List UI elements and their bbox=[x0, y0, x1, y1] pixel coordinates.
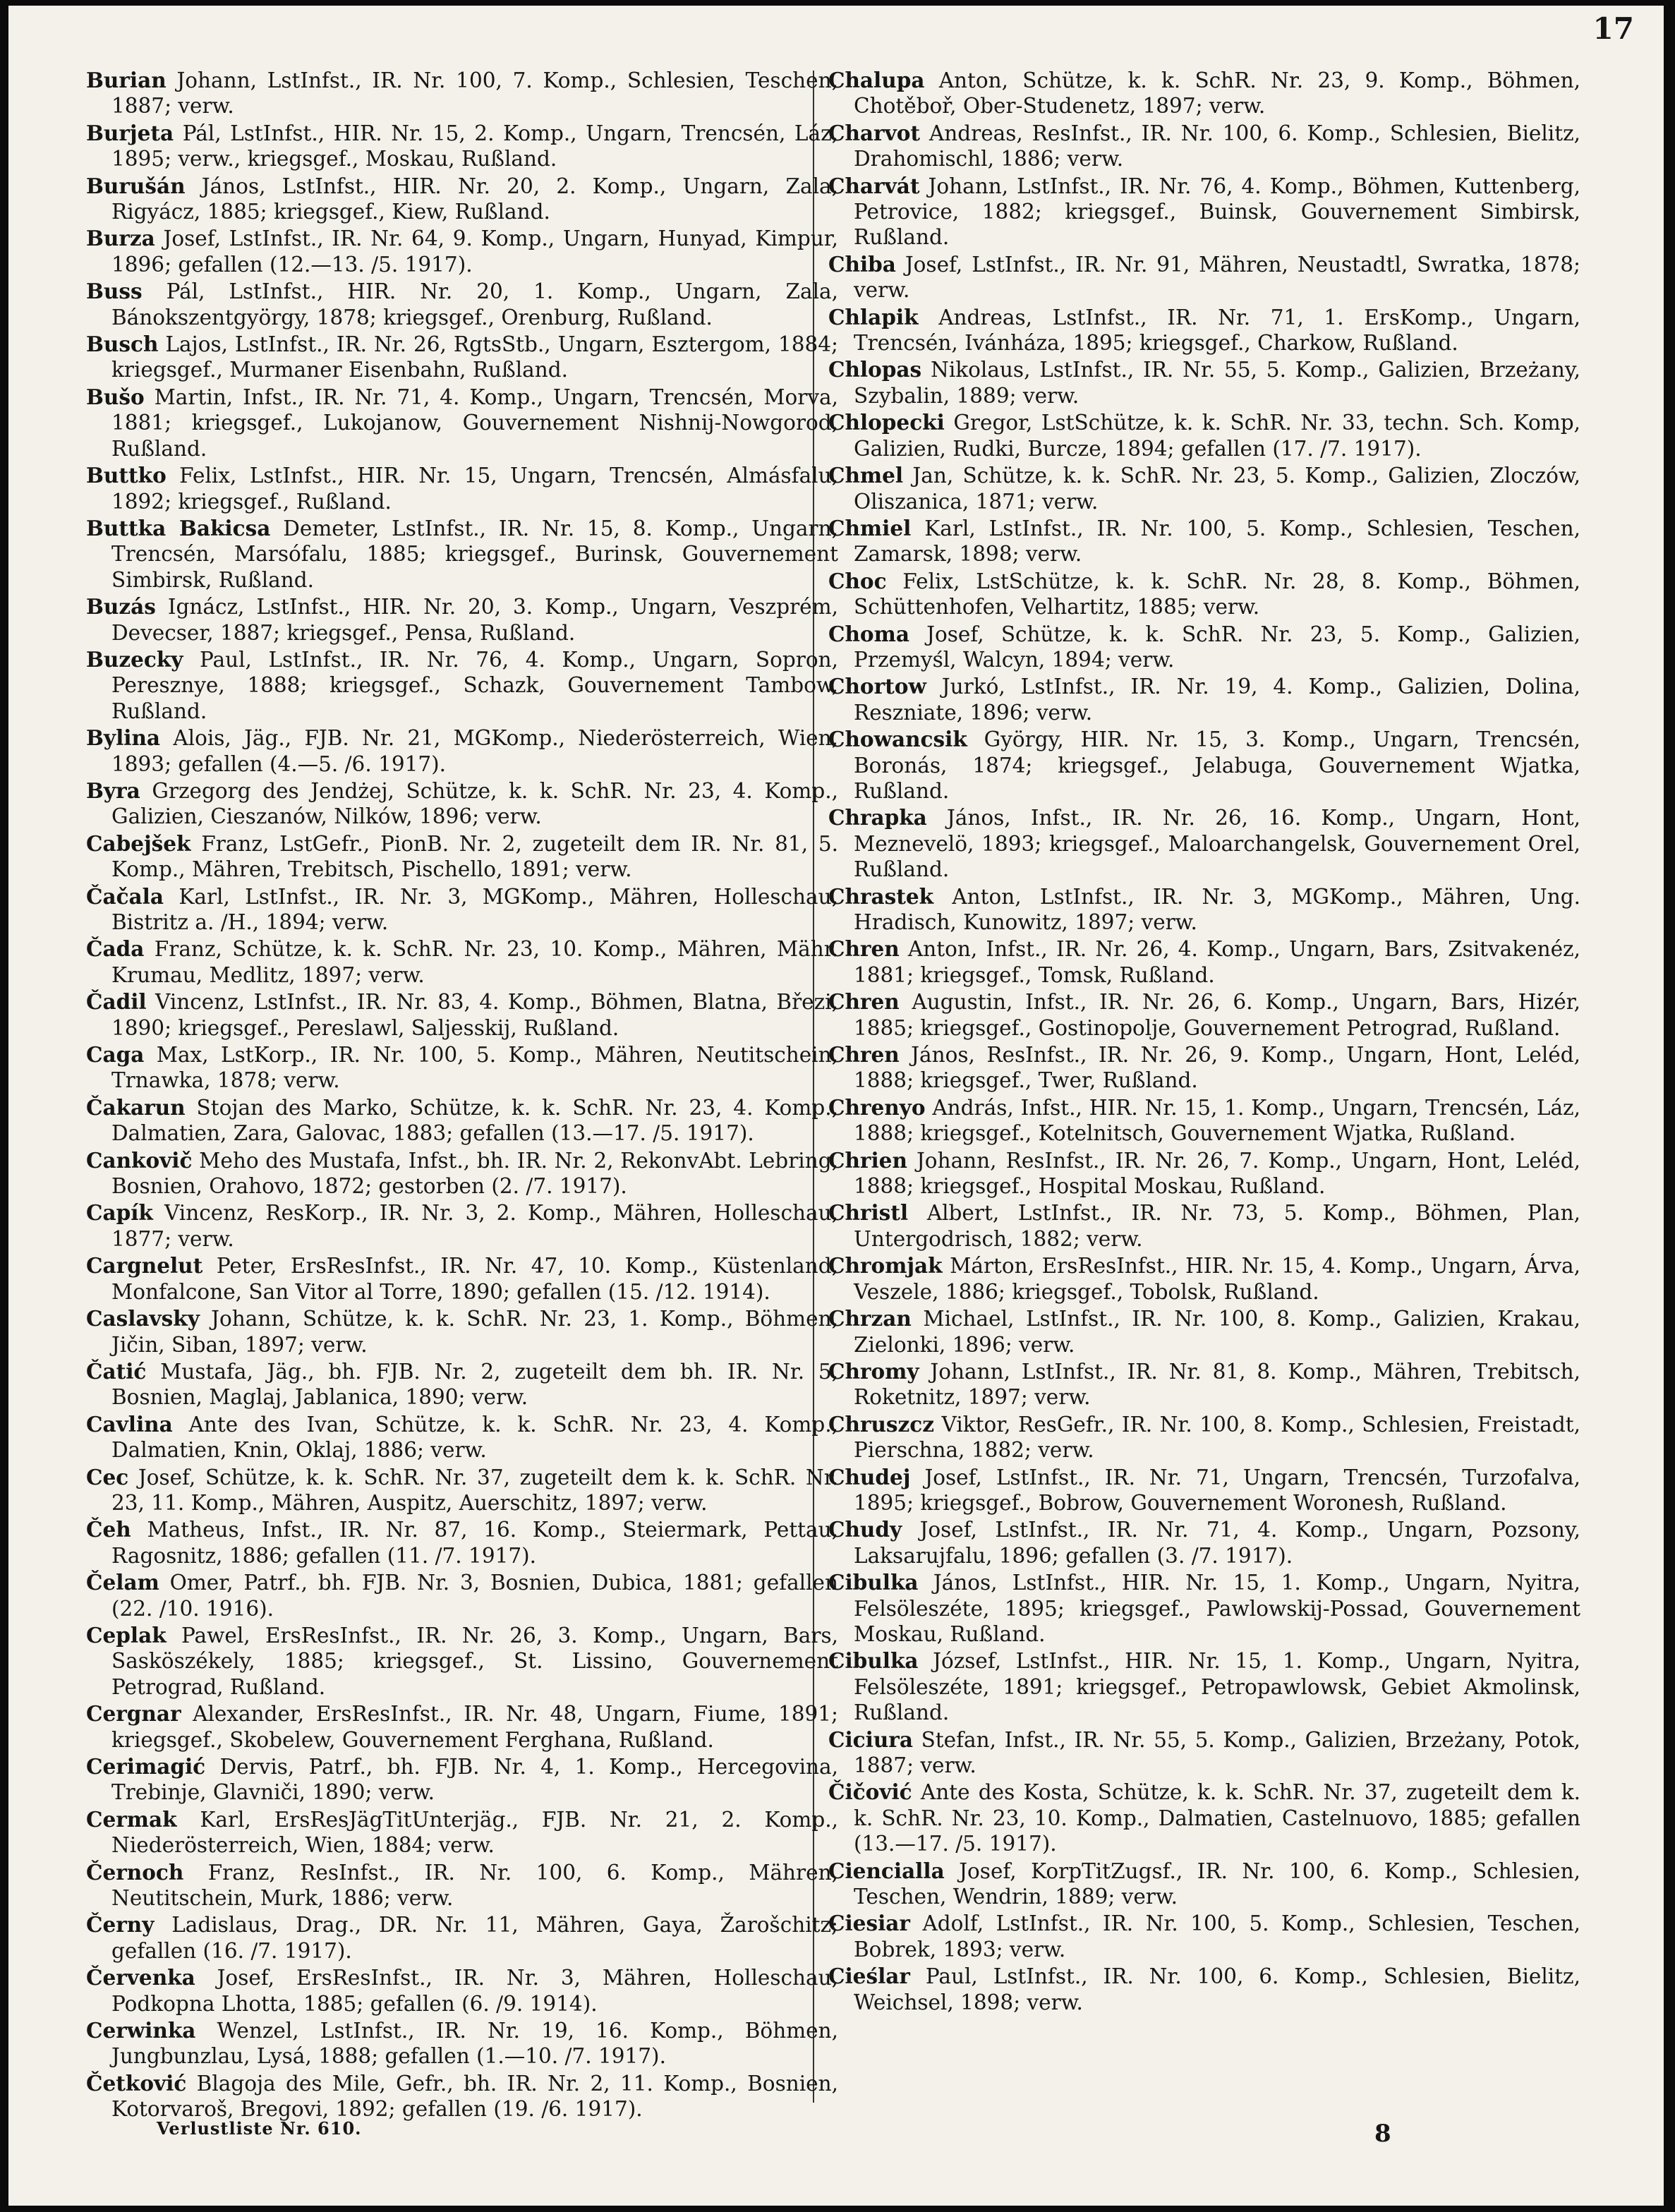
list-item bbox=[86, 1042, 838, 1094]
signature-mark: 8 bbox=[1374, 2120, 1391, 2148]
list-item bbox=[86, 1965, 838, 2017]
entry-details: János, Infst., IR. Nr. 26, 16. Komp., Ungarn, Hont, Meznevelö, 1893; kriegsgef., Maloarchangelsk, Gouvernement Orel, Rußland. bbox=[854, 806, 1580, 882]
entry-surname: Bušo bbox=[86, 384, 145, 409]
entry-surname: Chortow bbox=[828, 674, 926, 699]
entry-details: Anton, Infst., IR. Nr. 26, 4. Komp., Ungarn, Bars, Zsitvakenéz, 1881; kriegsgef., Tomsk, Rußland. bbox=[854, 937, 1580, 987]
entry-surname: Cibulka bbox=[828, 1648, 919, 1674]
entry-surname: Černy bbox=[86, 1912, 155, 1938]
list-item bbox=[86, 594, 838, 646]
entry-surname: Chlopas bbox=[828, 357, 922, 382]
entry-surname: Burjeta bbox=[86, 120, 174, 145]
entry-details: Franz, ResInfst., IR. Nr. 100, 6. Komp., Mähren, Neutitschein, Murk, 1886; verw. bbox=[111, 1860, 838, 1911]
entry-details: Andreas, ResInfst., IR. Nr. 100, 6. Komp., Schlesien, Bielitz, Drahomischl, 1886; verw. bbox=[854, 121, 1580, 171]
entry-surname: Cibulka bbox=[828, 1570, 919, 1595]
list-item bbox=[828, 1465, 1580, 1516]
entry-surname: Čatić bbox=[86, 1358, 147, 1384]
entry-details: Pál, LstInfst., HIR. Nr. 15, 2. Komp., Ungarn, Trencsén, Láz, 1895; verw., kriegsgef., Moskau, Rußland. bbox=[111, 121, 838, 171]
entry-details: Stefan, Infst., IR. Nr. 55, 5. Komp., Galizien, Brzeżany, Potok, 1887; verw. bbox=[854, 1727, 1580, 1777]
list-item bbox=[86, 936, 838, 988]
entry-surname: Caslavsky bbox=[86, 1306, 200, 1331]
list-item bbox=[86, 226, 838, 277]
entry-surname: Cergnar bbox=[86, 1701, 181, 1727]
entry-surname: Burušán bbox=[86, 173, 186, 198]
list-item bbox=[828, 727, 1580, 804]
list-item bbox=[86, 1570, 838, 1621]
entry-details: Dervis, Patrf., bh. FJB. Nr. 4, 1. Komp., Hercegovina, Trebinje, Glavniči, 1890; verw. bbox=[111, 1755, 838, 1805]
entry-details: Johann, Schütze, k. k. SchR. Nr. 23, 1. Komp., Böhmen, Jičin, Siban, 1897; verw. bbox=[111, 1307, 838, 1357]
entry-surname: Chmel bbox=[828, 463, 904, 488]
entry-details: Paul, LstInfst., IR. Nr. 76, 4. Komp., Ungarn, Sopron, Peresznye, 1888; kriegsgef., Schazk, Gouvernement Tambow, Rußland. bbox=[111, 647, 838, 723]
list-item bbox=[828, 884, 1580, 936]
entry-surname: Čakarun bbox=[86, 1094, 186, 1120]
entry-details: Peter, ErsResInfst., IR. Nr. 47, 10. Komp., Küstenland, Monfalcone, San Vitor al Torre, 1890; gefallen (15. /12. 1914). bbox=[111, 1254, 838, 1304]
entry-surname: Byra bbox=[86, 778, 140, 803]
entry-surname: Černoch bbox=[86, 1859, 184, 1885]
list-item bbox=[828, 1042, 1580, 1094]
list-item bbox=[86, 725, 838, 777]
entry-surname: Chren bbox=[828, 936, 900, 962]
list-item bbox=[828, 121, 1580, 172]
list-item bbox=[86, 989, 838, 1041]
entry-surname: Christl bbox=[828, 1200, 909, 1226]
entry-surname: Chiba bbox=[828, 251, 896, 277]
entry-details: Viktor, ResGefr., IR. Nr. 100, 8. Komp., Schlesien, Freistadt, Pierschna, 1882; verw. bbox=[854, 1412, 1580, 1463]
entry-surname: Cankovič bbox=[86, 1147, 193, 1173]
entry-details: Johann, LstInfst., IR. Nr. 76, 4. Komp., Böhmen, Kuttenberg, Petrovice, 1882; kriegsgef., Buinsk, Gouvernement Simbirsk, Rußland. bbox=[854, 174, 1580, 250]
entry-surname: Chlapik bbox=[828, 304, 919, 330]
entry-surname: Cabejšek bbox=[86, 830, 191, 856]
entry-details: Meho des Mustafa, Infst., bh. IR. Nr. 2, RekonvAbt. Lebring, Bosnien, Orahovo, 1872; gestorben (2. /7. 1917). bbox=[111, 1148, 838, 1199]
list-item bbox=[86, 385, 838, 461]
list-item bbox=[828, 989, 1580, 1041]
entry-details: Josef, LstInfst., IR. Nr. 64, 9. Komp., Ungarn, Hunyad, Kimpur, 1896; gefallen (12.—13. /5. 1917). bbox=[111, 226, 838, 277]
list-item bbox=[828, 1779, 1580, 1856]
entry-surname: Chmiel bbox=[828, 515, 912, 540]
entry-details: Anton, Schütze, k. k. SchR. Nr. 23, 9. Komp., Böhmen, Chotěboř, Ober-Studenetz, 1897; verw. bbox=[854, 68, 1580, 119]
entry-details: Josef, Schütze, k. k. SchR. Nr. 23, 5. Komp., Galizien, Przemyśl, Walcyn, 1894; verw. bbox=[854, 622, 1580, 672]
entry-details: Matheus, Infst., IR. Nr. 87, 16. Komp., Steiermark, Pettau, Ragosnitz, 1886; gefallen (11. /7. 1917). bbox=[111, 1518, 838, 1568]
entry-surname: Cargnelut bbox=[86, 1253, 203, 1279]
entry-details: Josef, LstInfst., IR. Nr. 71, 4. Komp., Ungarn, Pozsony, Laksarujfalu, 1896; gefallen (3. /7. 1917). bbox=[854, 1518, 1580, 1568]
list-item bbox=[828, 463, 1580, 514]
entry-surname: Chrastek bbox=[828, 883, 934, 909]
entry-details: Ante des Ivan, Schütze, k. k. SchR. Nr. 23, 4. Komp., Dalmatien, Knin, Oklaj, 1886; verw. bbox=[111, 1412, 838, 1463]
entry-details: Márton, ErsResInfst., HIR. Nr. 15, 4. Komp., Ungarn, Árva, Veszele, 1886; kriegsgef., Tobolsk, Rußland. bbox=[854, 1254, 1580, 1304]
entry-surname: Chromjak bbox=[828, 1253, 943, 1279]
list-item bbox=[86, 1095, 838, 1147]
list-item bbox=[86, 463, 838, 514]
list-item bbox=[828, 569, 1580, 620]
entry-details: Augustin, Infst., IR. Nr. 26, 6. Komp., Ungarn, Bars, Hizér, 1885; kriegsgef., Gostinopolje, Gouvernement Petrograd, Rußland. bbox=[854, 990, 1580, 1040]
entry-surname: Cavlina bbox=[86, 1411, 173, 1437]
entry-surname: Čadil bbox=[86, 989, 147, 1015]
list-item bbox=[828, 1306, 1580, 1358]
list-item bbox=[86, 1465, 838, 1516]
list-item bbox=[828, 1200, 1580, 1252]
entry-details: Demeter, LstInfst., IR. Nr. 15, 8. Komp., Ungarn, Trencsén, Marsófalu, 1885; kriegsgef., Burinsk, Gouvernement Simbirsk, Rußland. bbox=[111, 516, 838, 592]
entry-details: Anton, LstInfst., IR. Nr. 3, MGKomp., Mähren, Ung. Hradisch, Kunowitz, 1897; verw. bbox=[854, 884, 1580, 934]
entry-surname: Chudej bbox=[828, 1464, 911, 1489]
entry-surname: Chruszcz bbox=[828, 1411, 934, 1437]
entry-details: Omer, Patrf., bh. FJB. Nr. 3, Bosnien, Dubica, 1881; gefallen (22. /10. 1916). bbox=[111, 1571, 838, 1621]
list-item bbox=[86, 647, 838, 724]
list-item bbox=[86, 1148, 838, 1199]
list-item bbox=[86, 2071, 838, 2122]
list-item bbox=[86, 1860, 838, 1911]
entry-surname: Chowancsik bbox=[828, 727, 967, 752]
entry-details: György, HIR. Nr. 15, 3. Komp., Ungarn, Trencsén, Boronás, 1874; kriegsgef., Jelabuga, Gouvernement Wjatka, Rußland. bbox=[854, 727, 1580, 803]
list-item bbox=[828, 1964, 1580, 2015]
list-item bbox=[86, 831, 838, 883]
list-item bbox=[828, 1517, 1580, 1569]
entry-details: János, ResInfst., IR. Nr. 26, 9. Komp., Ungarn, Hont, Leléd, 1888; kriegsgef., Twer, Rußland. bbox=[854, 1043, 1580, 1093]
entry-surname: Chrapka bbox=[828, 805, 927, 830]
entry-surname: Chrzan bbox=[828, 1306, 912, 1331]
entry-details: János, LstInfst., HIR. Nr. 20, 2. Komp., Ungarn, Zala, Rigyácz, 1885; kriegsgef., Kiew, Rußland. bbox=[111, 174, 838, 224]
entry-surname: Ciciura bbox=[828, 1727, 913, 1752]
entry-surname: Čičović bbox=[828, 1779, 912, 1805]
list-item bbox=[828, 1412, 1580, 1463]
entry-details: Alexander, ErsResInfst., IR. Nr. 48, Ungarn, Fiume, 1891; kriegsgef., Skobelew, Gouvernement Ferghana, Rußland. bbox=[111, 1702, 838, 1752]
entry-surname: Chromy bbox=[828, 1358, 919, 1384]
entry-details: Grzegorg des Jendżej, Schütze, k. k. SchR. Nr. 23, 4. Komp., Galizien, Cieszanów, Nilków, 1896; verw. bbox=[111, 778, 838, 829]
list-item bbox=[86, 68, 838, 119]
list-item bbox=[828, 1148, 1580, 1199]
list-item bbox=[86, 884, 838, 936]
entry-surname: Buttko bbox=[86, 463, 167, 488]
list-item bbox=[86, 1807, 838, 1859]
entry-details: Lajos, LstInfst., IR. Nr. 26, RgtsStb., Ungarn, Esztergom, 1884; kriegsgef., Murmaner Eisenbahn, Rußland. bbox=[111, 332, 838, 382]
list-item bbox=[86, 279, 838, 330]
entry-surname: Choma bbox=[828, 621, 909, 646]
list-item bbox=[86, 1912, 838, 1964]
entry-surname: Cieślar bbox=[828, 1964, 910, 1989]
entry-surname: Chalupa bbox=[828, 68, 925, 92]
list-item bbox=[86, 121, 838, 172]
entry-surname: Ceplak bbox=[86, 1622, 167, 1648]
entry-surname: Caga bbox=[86, 1042, 145, 1068]
list-item bbox=[86, 2018, 838, 2069]
entry-surname: Charvát bbox=[828, 173, 920, 198]
entry-surname: Busch bbox=[86, 332, 159, 357]
entry-details: Wenzel, LstInfst., IR. Nr. 19, 16. Komp., Böhmen, Jungbunzlau, Lysá, 1888; gefallen (1.—10. /7. 1917). bbox=[111, 2019, 838, 2069]
entry-surname: Čeh bbox=[86, 1517, 131, 1542]
entry-details: Stojan des Marko, Schütze, k. k. SchR. Nr. 23, 4. Komp., Dalmatien, Zara, Galovac, 1883; gefallen (13.—17. /5. 1917). bbox=[111, 1095, 838, 1146]
left-column bbox=[86, 68, 838, 2124]
entry-surname: Buzecky bbox=[86, 646, 183, 672]
entry-surname: Buzás bbox=[86, 594, 156, 620]
entry-surname: Čelam bbox=[86, 1570, 159, 1595]
footer-list-number: Verlustliste Nr. 610. bbox=[157, 2118, 362, 2139]
entry-details: Michael, LstInfst., IR. Nr. 100, 8. Komp., Galizien, Krakau, Zielonki, 1896; verw. bbox=[854, 1307, 1580, 1357]
list-item bbox=[828, 68, 1580, 119]
entry-details: Ignácz, LstInfst., HIR. Nr. 20, 3. Komp., Ungarn, Veszprém, Devecser, 1887; kriegsgef., Pensa, Rußland. bbox=[111, 595, 838, 645]
entry-details: Jan, Schütze, k. k. SchR. Nr. 23, 5. Komp., Galizien, Zloczów, Oliszanica, 1871; verw. bbox=[854, 464, 1580, 514]
entry-details: Paul, LstInfst., IR. Nr. 100, 6. Komp., Schlesien, Bielitz, Weichsel, 1898; verw. bbox=[854, 1964, 1580, 2014]
right-column bbox=[828, 68, 1580, 2017]
entry-details: Johann, LstInfst., IR. Nr. 81, 8. Komp., Mähren, Trebitsch, Roketnitz, 1897; verw. bbox=[854, 1359, 1580, 1410]
entry-surname: Čačala bbox=[86, 883, 164, 909]
document-page bbox=[8, 6, 1664, 2206]
list-item bbox=[86, 778, 838, 830]
entry-details: Josef, LstInfst., IR. Nr. 91, Mähren, Neustadtl, Swratka, 1878; verw. bbox=[854, 252, 1580, 303]
list-item bbox=[86, 1200, 838, 1252]
list-item bbox=[828, 1911, 1580, 1962]
list-item bbox=[828, 1859, 1580, 1910]
entry-surname: Chrenyo bbox=[828, 1094, 926, 1120]
entry-surname: Choc bbox=[828, 568, 887, 593]
entry-details: Ante des Kosta, Schütze, k. k. SchR. Nr. 37, zugeteilt dem k. k. SchR. Nr. 23, 10. Komp., Dalmatien, Castelnuovo, 1885; gefallen (13.—17. /5. 1917). bbox=[854, 1780, 1580, 1856]
entry-details: Vincenz, ResKorp., IR. Nr. 3, 2. Komp., Mähren, Holleschau, 1877; verw. bbox=[111, 1201, 838, 1251]
entry-details: Blagoja des Mile, Gefr., bh. IR. Nr. 2, 11. Komp., Bosnien, Kotorvaroš, Bregovi, 1892; gefallen (19. /6. 1917). bbox=[111, 2071, 838, 2122]
entry-details: Albert, LstInfst., IR. Nr. 73, 5. Komp., Böhmen, Plan, Untergodrisch, 1882; verw. bbox=[854, 1201, 1580, 1251]
entry-details: Jurkó, LstInfst., IR. Nr. 19, 4. Komp., Galizien, Dolina, Reszniate, 1896; verw. bbox=[854, 675, 1580, 725]
list-item bbox=[828, 357, 1580, 409]
entry-surname: Cec bbox=[86, 1464, 129, 1489]
entry-details: Max, LstKorp., IR. Nr. 100, 5. Komp., Mähren, Neutitschein, Trnawka, 1878; verw. bbox=[111, 1043, 838, 1093]
list-item bbox=[86, 1359, 838, 1410]
entry-details: Adolf, LstInfst., IR. Nr. 100, 5. Komp., Schlesien, Teschen, Bobrek, 1893; verw. bbox=[854, 1911, 1580, 1962]
list-item bbox=[86, 1701, 838, 1753]
entry-details: Franz, Schütze, k. k. SchR. Nr. 23, 10. Komp., Mähren, Mähr. Krumau, Medlitz, 1897; verw. bbox=[111, 937, 838, 987]
entry-surname: Četković bbox=[86, 2070, 187, 2096]
entry-surname: Cermak bbox=[86, 1806, 177, 1832]
entry-details: Josef, ErsResInfst., IR. Nr. 3, Mähren, Holleschau, Podkopna Lhotta, 1885; gefallen (6. /9. 1914). bbox=[111, 1966, 838, 2016]
entry-details: Gregor, LstSchütze, k. k. SchR. Nr. 33, techn. Sch. Komp, Galizien, Rudki, Burcze, 1894; gefallen (17. /7. 1917). bbox=[854, 411, 1580, 461]
entry-details: Nikolaus, LstInfst., IR. Nr. 55, 5. Komp., Galizien, Brzeżany, Szybalin, 1889; verw. bbox=[854, 358, 1580, 408]
list-item bbox=[86, 1306, 838, 1358]
entry-details: Josef, KorpTitZugsf., IR. Nr. 100, 6. Komp., Schlesien, Teschen, Wendrin, 1889; verw. bbox=[854, 1859, 1580, 1909]
entry-details: Alois, Jäg., FJB. Nr. 21, MGKomp., Niederösterreich, Wien, 1893; gefallen (4.—5. /6. 1917). bbox=[111, 726, 838, 776]
list-item bbox=[828, 305, 1580, 356]
entry-details: József, LstInfst., HIR. Nr. 15, 1. Komp., Ungarn, Nyitra, Felsöleszéte, 1891; kriegsgef., Petropawlowsk, Gebiet Akmolinsk, Rußland. bbox=[854, 1649, 1580, 1725]
list-item bbox=[828, 936, 1580, 988]
entry-details: András, Infst., HIR. Nr. 15, 1. Komp., Ungarn, Trencsén, Láz, 1888; kriegsgef., Kotelnitsch, Gouvernement Wjatka, Rußland. bbox=[854, 1095, 1580, 1146]
list-item bbox=[86, 1623, 838, 1700]
entry-surname: Capík bbox=[86, 1200, 153, 1226]
entry-details: Andreas, LstInfst., IR. Nr. 71, 1. ErsKomp., Ungarn, Trencsén, Ivánháza, 1895; kriegsgef., Charkow, Rußland. bbox=[854, 305, 1580, 356]
entry-details: Pawel, ErsResInfst., IR. Nr. 26, 3. Komp., Ungarn, Bars, Sasköszékely, 1885; kriegsgef., St. Lissino, Gouvernement Petrograd, Rußland. bbox=[111, 1623, 838, 1699]
entry-details: Karl, LstInfst., IR. Nr. 3, MGKomp., Mähren, Holleschau, Bistritz a. /H., 1894; verw. bbox=[111, 884, 838, 934]
page-number: 17 bbox=[1592, 11, 1634, 46]
entry-surname: Charvot bbox=[828, 120, 921, 145]
entry-surname: Chrien bbox=[828, 1147, 907, 1173]
entry-details: Felix, LstSchütze, k. k. SchR. Nr. 28, 8. Komp., Böhmen, Schüttenhofen, Velhartitz, 1885; verw. bbox=[854, 569, 1580, 620]
list-item bbox=[828, 1253, 1580, 1305]
list-item bbox=[828, 1727, 1580, 1779]
entry-details: Josef, LstInfst., IR. Nr. 71, Ungarn, Trencsén, Turzofalva, 1895; kriegsgef., Bobrow, Gouvernement Woronesh, Rußland. bbox=[854, 1465, 1580, 1515]
list-item bbox=[828, 1095, 1580, 1147]
entry-details: Johann, LstInfst., IR. Nr. 100, 7. Komp., Schlesien, Teschen, 1887; verw. bbox=[111, 68, 838, 119]
list-item bbox=[828, 805, 1580, 882]
entry-surname: Chren bbox=[828, 1042, 900, 1068]
list-item bbox=[828, 174, 1580, 250]
list-item bbox=[86, 1517, 838, 1569]
list-item bbox=[86, 174, 838, 225]
entry-surname: Čada bbox=[86, 936, 145, 962]
list-item bbox=[828, 516, 1580, 567]
list-item bbox=[828, 1570, 1580, 1647]
entry-surname: Ciencialla bbox=[828, 1858, 945, 1883]
list-item bbox=[828, 622, 1580, 673]
list-item bbox=[86, 332, 838, 383]
entry-surname: Chlopecki bbox=[828, 410, 945, 435]
entry-details: Martin, Infst., IR. Nr. 71, 4. Komp., Ungarn, Trencsén, Morva, 1881; kriegsgef., Lukojanow, Gouvernement Nishnij-Nowgorod, Rußland. bbox=[111, 385, 838, 461]
entry-details: Johann, ResInfst., IR. Nr. 26, 7. Komp., Ungarn, Hont, Leléd, 1888; kriegsgef., Hospital Moskau, Rußland. bbox=[854, 1148, 1580, 1199]
entry-details: Pál, LstInfst., HIR. Nr. 20, 1. Komp., Ungarn, Zala, Bánokszentgyörgy, 1878; kriegsgef., Orenburg, Rußland. bbox=[111, 279, 838, 330]
entry-details: János, LstInfst., HIR. Nr. 15, 1. Komp., Ungarn, Nyitra, Felsöleszéte, 1895; kriegsgef., Pawlowskij-Possad, Gouvernement Moskau, Rußland. bbox=[854, 1571, 1580, 1646]
list-item bbox=[828, 1359, 1580, 1410]
entry-surname: Burza bbox=[86, 226, 155, 251]
entry-surname: Bylina bbox=[86, 725, 161, 751]
entry-details: Vincenz, LstInfst., IR. Nr. 83, 4. Komp., Böhmen, Blatna, Březi, 1890; kriegsgef., Pereslawl, Saljesskij, Rußland. bbox=[111, 990, 838, 1040]
entry-details: Karl, ErsResJägTitUnterjäg., FJB. Nr. 21, 2. Komp., Niederösterreich, Wien, 1884; verw. bbox=[111, 1807, 838, 1858]
entry-surname: Chudy bbox=[828, 1517, 902, 1542]
entry-details: Ladislaus, Drag., DR. Nr. 11, Mähren, Gaya, Žarošchitz; gefallen (16. /7. 1917). bbox=[111, 1913, 838, 1963]
entry-surname: Cerimagić bbox=[86, 1754, 206, 1779]
entry-details: Mustafa, Jäg., bh. FJB. Nr. 2, zugeteilt dem bh. IR. Nr. 5, Bosnien, Maglaj, Jablanica, 1890; verw. bbox=[111, 1359, 838, 1410]
entry-details: Josef, Schütze, k. k. SchR. Nr. 37, zugeteilt dem k. k. SchR. Nr. 23, 11. Komp., Mähren, Auspitz, Auerschitz, 1897; verw. bbox=[111, 1465, 838, 1515]
list-item bbox=[86, 516, 838, 593]
entry-surname: Cerwinka bbox=[86, 2018, 196, 2043]
entry-details: Felix, LstInfst., HIR. Nr. 15, Ungarn, Trencsén, Almásfalu, 1892; kriegsgef., Rußland. bbox=[111, 464, 838, 514]
entry-details: Karl, LstInfst., IR. Nr. 100, 5. Komp., Schlesien, Teschen, Zamarsk, 1898; verw. bbox=[854, 516, 1580, 567]
entry-surname: Chren bbox=[828, 989, 900, 1015]
list-item bbox=[86, 1412, 838, 1463]
list-item bbox=[86, 1754, 838, 1806]
entry-surname: Burian bbox=[86, 68, 167, 92]
entry-surname: Buttka Bakicsa bbox=[86, 515, 271, 540]
list-item bbox=[828, 674, 1580, 725]
list-item bbox=[828, 410, 1580, 461]
entry-details: Franz, LstGefr., PionB. Nr. 2, zugeteilt dem IR. Nr. 81, 5. Komp., Mähren, Trebitsch, Pischello, 1891; verw. bbox=[111, 831, 838, 882]
list-item bbox=[86, 1253, 838, 1305]
list-item bbox=[828, 252, 1580, 303]
list-item bbox=[828, 1648, 1580, 1725]
entry-surname: Ciesiar bbox=[828, 1911, 910, 1936]
entry-surname: Červenka bbox=[86, 1965, 195, 1990]
entry-surname: Buss bbox=[86, 279, 143, 304]
